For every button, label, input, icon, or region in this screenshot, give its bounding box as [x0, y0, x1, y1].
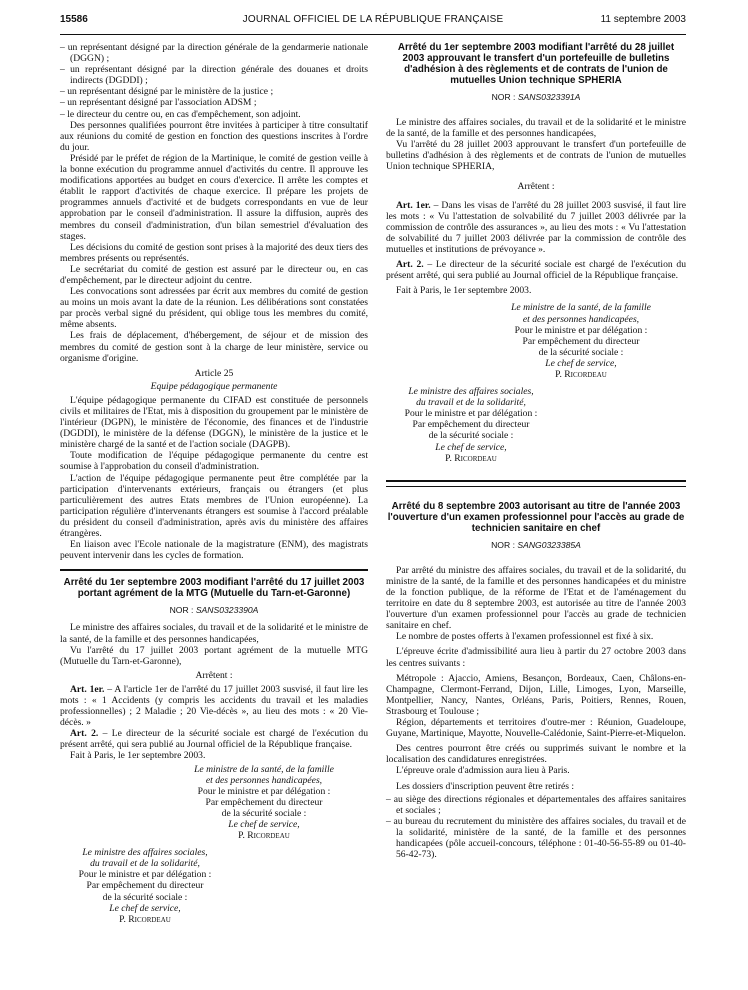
delegation-line: Pour le ministre et par délégation :	[404, 408, 538, 420]
delegation-line: de la sécurité sociale :	[221, 807, 307, 819]
spacer	[386, 557, 686, 565]
paragraph: L'action de l'équipe pédagogique permanente peut être complétée par la participation d'intervenants extérieurs, français ou étrangers (et plus particulièrement des autres Etats membres de l'Union européenne). La participation régulière d'intervenants étrangers est soumise à l'accord préalable du président du conseil d'administration, après avis du ministère des affaires étrangères.	[60, 472, 368, 540]
list-item: – un représentant désigné par la direction générale de la gendarmerie nationale (DGGN) ;	[60, 42, 368, 65]
delegation-line: Par empêchement du directeur	[412, 419, 530, 431]
nor-reference	[386, 540, 686, 551]
article-text: – Le directeur de la sécurité sociale est chargé de l'exécution du présent arrêté, qui sera publié au Journal officiel de la République française.	[386, 259, 686, 282]
decree-title: Arrêté du 8 septembre 2003 autorisant au titre de l'année 2003 l'ouverture d'un examen professionnel pour l'accès au grade de technicien sanitaire en chef	[387, 500, 685, 534]
paragraph: Les décisions du comité de gestion sont prises à la majorité des deux tiers des membres présents ou représentés.	[60, 241, 368, 264]
paragraph: Des personnes qualifiées pourront être invitées à participer à titre consultatif aux réunions du comité de gestion en fonction des questions inscrites à l'ordre du jour.	[60, 119, 368, 153]
list-item: – au bureau du recrutement du ministère des affaires sociales, du travail et de la solidarité, ministère de la santé, de la famille et des personnes handicapées (pôle accueil-concours, téléphone : 01-40-56-55-89 ou 01-40-56-42-73).	[386, 815, 686, 861]
nor-code: SANS0323391A	[517, 92, 581, 102]
signatory-title: et des personnes handicapées,	[522, 313, 640, 325]
delegation-line: Pour le ministre et par délégation :	[197, 785, 331, 797]
signatory-title: Le ministre des affaires sociales,	[82, 847, 208, 859]
right-column	[386, 42, 686, 860]
article-1	[60, 684, 368, 728]
paragraph: Par arrêté du ministre des affaires sociales, du travail et de la solidarité, du ministre de la santé, de la famille et des personnes handicapées et du ministre de la fonction publique, de la réforme de l'Etat et de l'aménagement du territoire en date du 8 septembre 2003, est autorisée au titre de l'année 2003 l'ouverture d'un examen professionnel pour l'accès au grade de technicien sanitaire en chef.	[386, 564, 686, 632]
section-separator	[386, 480, 686, 482]
signature-block	[160, 764, 368, 842]
paragraph: L'équipe pédagogique permanente du CIFAD est constituée de personnels civils et militaires de l'Etat, mis à disposition du groupement par le ministère de l'intérieur (DGPN), le ministère de l'économie, des finances et de l'industrie (DGDDI), le ministère de la défense (DGGN), le ministère de la justice et le ministère chargé de la santé et de l'action sociale (DAGPB).	[60, 394, 368, 451]
signatory-role: Le chef de service,	[109, 902, 181, 914]
article-2	[386, 259, 686, 281]
article-1	[386, 200, 686, 255]
journal-title: JOURNAL OFFICIEL DE LA RÉPUBLIQUE FRANÇAISE	[242, 14, 504, 25]
list-item: – un représentant désigné par le ministère de la justice ;	[60, 86, 274, 98]
decree-title: Arrêté du 1er septembre 2003 modifiant l'arrêté du 17 juillet 2003 portant agrément de la MTG (Mutuelle du Tarn-et-Garonne)	[63, 577, 365, 600]
list-item: – au siège des directions régionales et départementales des affaires sanitaires et sociales ;	[386, 793, 686, 816]
article-label: Art. 2.	[396, 259, 424, 271]
delegation-line: Pour le ministre et par délégation :	[78, 869, 212, 881]
signatory-name: P. Ricordeau	[119, 913, 171, 925]
delegation-line: de la sécurité sociale :	[538, 346, 624, 358]
delegation-line: Par empêchement du directeur	[522, 335, 640, 347]
signatory-title: Le ministre de la santé, de la famille	[511, 302, 651, 314]
paragraph: Toute modification de l'équipe pédagogique permanente du centre est soumise à l'approbation du conseil d'administration.	[60, 450, 368, 473]
page-header	[60, 14, 686, 32]
list-item: – le directeur du centre ou, en cas d'empêchement, son adjoint.	[60, 108, 301, 120]
paragraph: Les dossiers d'inscription peuvent être retirés :	[396, 780, 575, 792]
paragraph: En liaison avec l'Ecole nationale de la magistrature (ENM), des magistrats peuvent intervenir dans les cycles de formation.	[60, 539, 368, 562]
signatory-name: P. Ricordeau	[445, 452, 497, 464]
article-text: – Le directeur de la sécurité sociale est chargé de l'exécution du présent arrêté, qui sera publié au Journal officiel de la République française.	[60, 728, 368, 751]
spacer	[386, 109, 686, 117]
list-item: – un représentant désigné par la direction générale des douanes et droits indirects (DGDDI) ;	[60, 64, 368, 87]
delegation-line: Par empêchement du directeur	[86, 880, 204, 892]
page-number: 15586	[60, 14, 88, 25]
issue-date: 11 septembre 2003	[600, 14, 686, 25]
paragraph: Présidé par le préfet de région de la Martinique, le comité de gestion veille à la bonne exécution du programme annuel d'activités du centre. Il approuve les modifications apportées au budget en cours d'exercice. Il arrête les comptes et établit le rapport d'activités de chaque exercice. Il prépare les projets de programmes annuels d'activité et de budgets correspondants en vue de leur approbation par le conseil d'administration. Il assure la diffusion, auprès des membres du conseil d'administration, d'un bilan semestriel d'évaluation des stages.	[60, 152, 368, 242]
signatory-name: P. Ricordeau	[238, 830, 290, 842]
done-at: Fait à Paris, le 1er septembre 2003.	[396, 285, 532, 297]
article-label: Art. 2.	[70, 728, 99, 740]
list-item: – un représentant désigné par l'association ADSM ;	[60, 97, 257, 109]
paragraph: L'épreuve orale d'admission aura lieu à Paris.	[396, 765, 570, 777]
nor-code: SANG0323385A	[517, 539, 581, 550]
nor-code: SANS0323390A	[195, 605, 259, 616]
signatory-role: Le chef de service,	[545, 357, 617, 369]
signature-block	[476, 302, 686, 380]
paragraph: Le secrétariat du comité de gestion est assuré par le directeur ou, en cas d'empêchement, par le directeur adjoint du centre.	[60, 263, 368, 286]
nor-reference	[60, 605, 368, 616]
section-separator-thin	[386, 486, 686, 487]
done-at: Fait à Paris, le 1er septembre 2003.	[70, 750, 206, 762]
paragraph: Des centres pourront être créés ou supprimés suivant le nombre et la localisation des candidatures enregistrées.	[386, 743, 686, 766]
article-text: – Dans les visas de l'arrêté du 28 juillet 2003 susvisé, il faut lire les mots : « Vu l'attestation de solvabilité du 7 juillet 2003 délivrée par la commission de contrôle des assurances », au lieu des mots : « Vu l'attestation de solvabilité du 7 juillet 2003 délivrée par la commission de contrôle des mutuelles et institutions de prévoyance ».	[386, 199, 686, 256]
paragraph: Les frais de déplacement, d'hébergement, de séjour et de mission des membres du comité de gestion sont à la charge de leur ministère, service ou organisme d'origine.	[60, 330, 368, 364]
signatory-name: P. Ricordeau	[555, 368, 607, 380]
paragraph: Métropole : Ajaccio, Amiens, Besançon, Bordeaux, Caen, Châlons-en-Champagne, Clermont-Ferrand, Dijon, Lille, Limoges, Lyon, Marseille, Montpellier, Nancy, Nantes, Orléans, Paris, Poitiers, Rennes, Rouen, Strasbourg et Toulouse ;	[386, 672, 686, 717]
paragraph: Vu l'arrêté du 17 juillet 2003 portant agrément de la mutuelle MTG (Mutuelle du Tarn-et-Garonne),	[60, 644, 368, 667]
article-subheading: Equipe pédagogique permanente	[150, 380, 278, 392]
delegation-line: de la sécurité sociale :	[102, 891, 188, 903]
delegation-line: de la sécurité sociale :	[428, 430, 514, 442]
withdrawal-locations-list	[386, 794, 686, 861]
article-label: Art. 1er.	[70, 683, 105, 695]
paragraph: Les convocations sont adressées par écrit aux membres du comité de gestion au moins un mois avant la date de la réunion. Les délibérations sont constatées par procès verbal signé du président, qui oblige tous les membres du comité, même absents.	[60, 286, 368, 331]
paragraph: Le nombre de postes offerts à l'examen professionnel est fixé à six.	[396, 631, 654, 643]
signature-block	[60, 847, 230, 925]
paragraph: Le ministre des affaires sociales, du travail et de la solidarité et le ministre de la santé, de la famille et des personnes handicapées,	[386, 117, 686, 140]
section-separator	[60, 569, 368, 571]
arretent-heading: Arrêtent :	[195, 669, 233, 681]
signatory-role: Le chef de service,	[228, 819, 300, 830]
article-label: Art. 1er.	[396, 199, 431, 211]
signatory-title: du travail et de la solidarité,	[90, 858, 200, 870]
article-heading: Article 25	[194, 367, 234, 379]
delegation-line: Pour le ministre et par délégation :	[514, 324, 648, 336]
article-2	[60, 728, 368, 750]
signatory-title: Le ministre des affaires sociales,	[408, 386, 534, 398]
article-text: – A l'article 1er de l'arrêté du 17 juillet 2003 susvisé, il faut lire les mots : « 1 Accidents (y compris les accidents du travail et les maladies professionnelles) ; 2 Maladie ; 20 Vie-décès », au lieu des mots : « 20 Vie-décès. »	[60, 683, 369, 729]
decree-title: Arrêté du 1er septembre 2003 modifiant l'arrêté du 28 juillet 2003 approuvant le transfert d'un portefeuille de bulletins d'adhésion à des règlements et de contrats de l'union de mutuelles Union technique SPHERIA	[397, 42, 675, 86]
nor-label: NOR :	[491, 92, 516, 102]
paragraph: Le ministre des affaires sociales, du travail et de la solidarité et le ministre de la santé, de la famille et des personnes handicapées,	[60, 622, 368, 645]
committee-members-list	[60, 42, 368, 120]
signature-block	[386, 386, 556, 464]
signatory-title: et des personnes handicapées,	[205, 774, 323, 786]
left-column	[60, 42, 368, 925]
nor-label: NOR :	[491, 539, 515, 550]
header-rule	[60, 34, 686, 35]
delegation-line: Par empêchement du directeur	[205, 796, 323, 808]
paragraph: Vu l'arrêté du 28 juillet 2003 approuvant le transfert d'un portefeuille de bulletins d'adhésion à des règlements et de contrats de l'union de mutuelles Union technique SPHERIA,	[386, 139, 686, 173]
nor-reference	[386, 92, 686, 103]
signatory-title: du travail et de la solidarité,	[416, 397, 526, 409]
arretent-heading: Arrêtent :	[517, 180, 555, 192]
paragraph: Région, départements et territoires d'outre-mer : Réunion, Guadeloupe, Guyane, Martinique, Mayotte, Nouvelle-Calédonie, Saint-Pierre-et-Miquelon.	[386, 717, 686, 740]
paragraph: L'épreuve écrite d'admissibilité aura lieu à partir du 27 octobre 2003 dans les centres suivants :	[386, 646, 686, 669]
signatory-role: Le chef de service,	[435, 441, 507, 453]
signatory-title: Le ministre de la santé, de la famille	[194, 763, 334, 775]
nor-label: NOR :	[169, 605, 194, 616]
